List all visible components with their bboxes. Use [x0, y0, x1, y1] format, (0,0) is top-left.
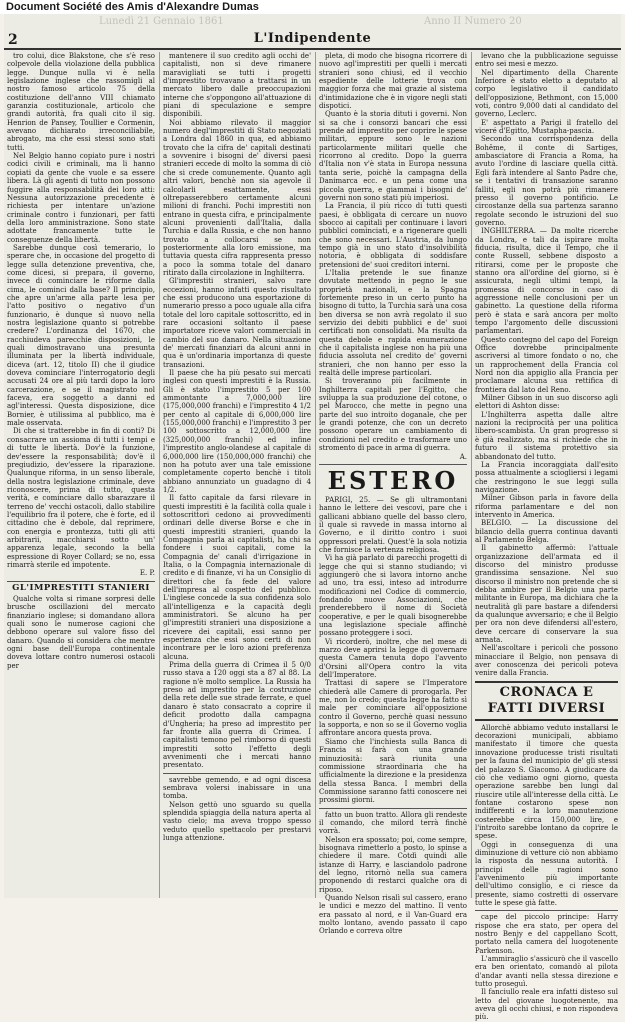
divider: [163, 773, 311, 774]
article-signature: E. P.: [139, 569, 155, 578]
paragraph: savrebbe gemendo, e ad ogni discesa sembrava volersi inabissare in una tomba.: [163, 775, 311, 801]
paragraph: Sarebbe dunque così temerario, lo sperare che, in occasione del progetto di legge sulla detenzione preventiva, che, come dicesi, si prepara, il governo, invece di cominciare le riforme dalla cima, le cominci dalla base? Il principio, che apre un'arme alla parte lesa per l'atto positivo o negativo d'un funzionario, è dunque sì nuovo nella nostra legislazione quanto si potrebbe credere? L'ordinanza del 1670, che racchiudeva parecchie disposizioni, le quali dimostravano una presunta illuminata per la libertà individuale, diceva (art. 12, titolo II) che il giudice doveva cominciare l'interrogatorio degli accusati 24 ore al più tardi dopo la loro carcerazione, e se il magistrato nol faceva, era soggetto a danni ed agl'interessi. Questa disposizione, dice Bornier, è utilissima al pubblico, ma è male osservata.: [7, 243, 155, 428]
paragraph: levano che la pubblicazione seguisse entro sei mesi e mezzo.: [475, 52, 618, 69]
paragraph: Trattasi di sapere se l'Imperatore chiederà alle Camere di prorogarla. Per me, non lo credo; questa legge ha fatto sì male per cominciare all'opposizione contro il Governo, perchè quasi nessuno la sopporta, e non so se il Governo voglia affrontare ancora questa prova.: [319, 679, 467, 738]
paragraph: pleta, di modo che bisogna ricorrere di nuovo agl'imprestiti per quelli i mercati stranieri sono chiusi, ed il vecchio espediente delle lotterie trova con maggior forza che mai grazie al sistema d'intimidazione che è in vigore negli stati dispotici.: [319, 52, 467, 111]
paragraph: Oggi in conseguenza di una diminuzione di vetture ciò non abbiamo la risposta da nessuna autorità. I principi delle ragioni sono l'avvenimento più importante dell'ultimo consiglio, e ci riesce da presente, siamo costretti di osservare tutte le spese già fatte.: [475, 840, 618, 907]
paragraph: Il fatto capitale da farsi rilevare in questi imprestiti è la facilità colla quale i sottoscrittori cedono ai provvedimenti ordinari delle diverse Borse e che in questi imprestiti stranieri, quando la Compagnia parla ai capitalisti, ha chi sa fondere i suoi capitali, come la Compagnia de' canali d'irrigazione in Italia, o la Compagnia internazionale di credito e di finanze, vi ha un Consiglio di direttori che fa fede del valore dell'impresa al cospetto del pubblico. L'inglese concede la sua confidenza solo all'intelligenza e la capacità degli amministratori. Se alcuno ha per gl'imprestiti stranieri una disposizione a ricevere dei capitali, essi sanno per esperienza che essi sono certi di non incontrare per le loro azioni preferenza alcuna.: [163, 494, 311, 661]
column-rule: [471, 52, 472, 898]
masthead: [4, 14, 621, 50]
faint-header-right: Anno II Numero 20: [424, 16, 522, 27]
paragraph: L'ammiraglio s'assicurò che il vascello era ben orientato, comandò al pilota d'andar avanti nella stessa direzione e tutto proseguì.: [475, 955, 618, 989]
paragraph: Nel Belgio hanno copiato pure i nostri codici civili e criminali, ma li hanno copiati da gente che vuole e sa essere libera. Là gli agenti di tutto non possono fuggire alla responsabilità dei loro atti: Nessuna autorizzazione precedente è richiesta per intentare un'azione criminale contro i funzionari, per fatti della loro amministrazione. Sono state adottate francamente tutte le conseguenze della libertà.: [7, 152, 155, 244]
document-banner: Document Société des Amis d'Alexandre Dumas: [0, 0, 625, 14]
paragraph: Quanto è la storia dituti i governi. Non si sa che i consorzi bancari che essi prende ad imprestito per coprire le spese militari, eppure sono le nazioni particolarmente militari quelle che ricorrono al credito. Dopo la guerra d'Italia non v'è stata in Europa nessuna tanta serie, poichè la campagna della Danimarca ecc. e un pena come una piccola guerra, e giammai i bisogni de' governi non sono stati più imperiosi.: [319, 110, 467, 202]
paragraph: Qualche volta si rimane sorpresi delle brusche oscillazioni del mercato finanziario inglese; si domandano allora quali sono le numerose cagioni che debbono operare sul valore fisso del danaro. Quando si considera che mentre ogni base dell'Europa continentale doveva lottare contro numerosi ostacoli per: [7, 595, 155, 670]
paragraph: Secondo una corrispondenza della Bohême, il conte di Sartiges, ambasciatore di Francia a Roma, ha avuto l'ordine di lasciare quella città. Egli farà intendere al Santo Padre che, se i tentativi di transazione saranno falliti, egli non potrà più rimanere presso il governo pontificio. Le circostanze della sua partenza saranno regolate secondo le istruzioni del suo governo.: [475, 135, 618, 227]
paragraph: Vi ricorderò, inoltre, che nel mese di marzo deve aprirsi la legge di governare questa Camera tenuta dopo l'avvento d'Orsini all'Opera contro la vita dell'Imperatore.: [319, 637, 467, 680]
article-heading: GL'IMPRESTITI STANIERI: [12, 582, 150, 593]
paragraph: L'Inghilterra aspetta dalle altre nazioni la reciprocità per una politica libero-scambista. Un gran progresso si è già realizzato, ma si richiede che in futuro il sistema protettivo sia abbandonato del tutto.: [475, 410, 618, 461]
paragraph: mantenere il suo credito agli occhi de' capitalisti, non si deve rimanere maravigliati se tutti i progetti d'imprestito trovavano a trattarsi in un mercato libero dalle preoccupazioni interne che s'oppongono all'attuazione di piani di speculazione e sempre disponibili.: [163, 52, 311, 119]
paragraph: E' aspettato a Parigi il fratello del viceré d'Egitto, Mustapha-pascia.: [475, 118, 618, 136]
paragraph: Milner Gibson in un suo discorso agli elettori di Ashton disse:: [475, 394, 618, 411]
paragraph: Nelson gettò uno sguardo su quella splendida spiaggia della natura aperta al vasto cielo; ma aveva troppo spesso veduto quello spettacolo per prestarvi lunga attenzione.: [163, 800, 311, 842]
article-signature: A.: [459, 452, 467, 461]
paragraph: cape del piccolo principe: Harry rispose che era stato, per opera del nostro Benjy e del cappellano Scott, portato nella camera del luogotenente Parkenson.: [475, 913, 618, 955]
column-4: [475, 52, 618, 1022]
section-heading-estero: ESTERO: [327, 465, 459, 495]
divider: [319, 808, 467, 809]
newspaper-title: L'Indipendente: [253, 31, 372, 46]
paragraph: L'Italia pretende le sue finanze dovutate mettendo in pegno le sue proprietà nazionali, e la Spagna fortemente preso in un certo punto ha bisogno di tutto, la Turchia sarà una cosa ben diversa se non avrà regolato il suo servizio dei debiti pubblici e de' suoi certificati non consolidati. Ma risulta da questa debole e rapida enumerazione che il capitalista inglese non ha più una fiducia assoluta nel credito de' governi stranieri, che non hanno per esso la realtà delle imprese particolari.: [319, 268, 467, 378]
divider: [7, 581, 155, 582]
paragraph: fatto un buon tratto. Allora gli rendeste il comando, che milord terrà finchè vorrà.: [319, 810, 467, 836]
paragraph: Si troveranno più facilmente in Inghilterra capitali per l'Egitto, che sviluppa la sua produzione del cotone, o pel Marocco, che mette in pegno una parte del suo introito doganale, che per le grandi potenze, che con un decreto possono operare un cambiamento di condizioni nel credito e trasformare uno stromento di pace in arma di guerra.: [319, 377, 467, 453]
column-rule: [159, 52, 160, 898]
paragraph: Nel dipartimento della Charente Inferiore è stato eletto a deputato al corpo legislativo il candidato dell'opposizione, Bethmont, con 15,000 voti, contro 9,000 dati al candidato del governo, Leclerc.: [475, 68, 618, 119]
paragraph: Questo contegno del capo del Foreign Office dovrebbe principalmente ascriversi al timore fondato o no, che un rapprochement della Francia col Nord non dia appiglio alla Francia per proclamare alcuna sua rettifica di frontiera dal lato del Reno.: [475, 335, 618, 394]
paragraph: Quando Nelson risalì sul cassero, erano le undici e mezzo del mattino. Il vento era passato al nord, e il Van-Guard era molto lontano, avendo passato il capo Orlando e correva oltre: [319, 894, 467, 936]
paragraph: Nelson era spossato; poi, come sempre, bisognava rimetterlo a posto, lo spinse a chiedere il mare. Cotdì quindi alle istanze di Harry, e lasciandolo padrone del legno, ritornò nella sua camera proponendo di restarci qualche ora di riposo.: [319, 835, 467, 894]
paragraph: Il fanciullo reale era infatti disteso sul letto del giovane luogotenente, ma aveva gli occhi chiusi, e non rispondeva più.: [475, 988, 618, 1022]
faint-header-left: Lunedì 21 Gennaio 1861: [99, 16, 224, 27]
paragraph: La Francia, il più ricco di tutti questi paesi, è obbligata di cercare un nuovo sbocco ai capitali per continuare i lavori pubblici cominciati, e a rigenerare quelli che sono necessari. L'Austria, da lungo tempo già in uno stato d'insolvibilità notoria, è obbligata di soddisfare pretensioni de' suoi creditori interni.: [319, 202, 467, 269]
paragraph: INGHILTERRA. — Da molte ricerche da Londra, e tali da ispirare molta fiducia, risulta, dice il Tempo, che il conte Russell, sebbene disposto a ritirarsi, come per le proposte che stanno ora all'ordine del giorno, si è assicurata, negli ultimi tempi, la promessa di concorso in caso di aggressione nelle conclusioni per un gabinetto. La questione della riforma però è stata e sarà ancora per molto tempo l'argomento delle discussioni parlamentari.: [475, 227, 618, 336]
paragraph: tro colui, dice Blakstone, che s'è reso colpevole della violazione della pubblica legge. Dunque nulla vi è nella legislazione inglese che rassomigli al nostro famoso articolo 75 della costituzione dell'anno VIII chiamato garanzia costituzionale, articolo che grandi autorità, fra quali cito il sig. Henrion de Pansey, Toullier e Cormenin, avevano dichiarato irreconciliabile, abrogato, ma che essi stessi sono stati tutti.: [7, 52, 155, 152]
page-number: 2: [8, 32, 18, 48]
column-2: [163, 52, 311, 898]
paragraph: BELGIO. — La discussione del bilancio della guerra continua davanti al Parlamento Belga.: [475, 519, 618, 544]
paragraph: Di che si tratterebbe in fin di conti? Di consacrare un assioma di tutti i tempi e di tutte le libertà. Dov'è la funzione, dev'essere la responsabilità; dov'è il pregiudizio, dev'essere la riparazione. Qualunque riforma, in un senso liberale, della nostra legislazione criminale, deve riconoscere, prima di tutto, questa verità, e cominciare dallo sbarazzare il terreno de' vecchi ostacoli, dallo stabilire l'equilibrio fra il potere, che è forte, ed il cittadino che è debole, dal reprimere, con energia e prontezza, tutti gli atti arbitrarii, macchiarsi sotto un' apparenza legale, secondo la bella espressione di Royer Collard; se no, essa rimarrà sterile ed impotente.: [7, 427, 155, 569]
paragraph: Milner Gibson parla in favore della riforma parlamentare e del non intervento in America.: [475, 494, 618, 519]
paragraph: Nell'ascoltare i pericoli che possono minacciare il Belgio, non pensava di aver conoscenza dei pericoli poteva venire dalla Francia.: [475, 644, 618, 678]
column-3: [319, 52, 467, 936]
paragraph: Il paese che ha più pesato sui mercati inglesi con questi imprestiti è la Russia. Gli è stato l'imprestito 5 per 100 ammontante a 7,000,000 lire (175,000,000 franchi) e l'imprestito 4 1/2 per cento al capitale di 6,000,000 lire (155,000,000 franchi) e l'imprestito 3 per 100 sottoscritto a 12,000,000 lire (325,000,000 franchi) ed infine l'imprestito anglo-olandese al capitale di 6,000,000 lire (150,000,000 franchi) che non ha potuto aver una tale emissione completamente coperto benchè i titoli abbiano annunziato un guadagno di 4 1/2.: [163, 369, 311, 494]
paragraph: PARIGI, 25. — Se gli ultramontani hanno le lettere dei vescovi, pare che i gallicani abbiano quelle del basso clero, il quale si ravvede in massa intorno al Governo, e il diritto contro i suoi oppressori prelati. Quest'è la sola notizia che fornisce la vertenza religiosa.: [319, 495, 467, 554]
newspaper-page: [4, 14, 621, 1022]
paragraph: Gl'imprestiti stranieri, salvo rare eccezioni, hanno infatti questo risultato che essi producono una esportazione di numerario presso a poco uguale alla cifra totale del loro capitale sottoscritto, ed in rare occasioni soltanto il paese importatore riceve valori commerciali in cambio del suo danaro. Nella situazione de' mercati finanziari da alcuni anni in qua è un'ordinaria importanza di queste transazioni.: [163, 277, 311, 369]
paragraph: Allorchè abbiamo veduto installarsi le decorazioni municipali, abbiamo manifestato il timore che questa innovazione producesse tristi risultati per la fauna del municipio de' gli stessi del palazzo S. Giacomo. A giudicare da ciò che vediamo ogni giorno, questa operazione sarebbe ben lungi dal riuscire utile all'interesse della città. Le fontane costarono spese non indifferenti e la loro manutenzione costerebbe circa 150,000 lire, e l'introito sarebbe lontano da coprire le spese.: [475, 723, 618, 841]
column-rule: [315, 52, 316, 898]
paragraph: Vi ha già parlato di parecchi progetti di legge che qui si stanno studiando; vi aggiungerò che si lavora intorno anche ad uno, tra essi, inteso ad introdurre modificazioni nel Codice di commercio, fondando nuove Associazioni, che prenderebbero il nome di Società cooperative, e per le quali bisognerebbe una legislazione speciale affinchè possano proteggere i soci.: [319, 554, 467, 638]
paragraph: Siamo che l'inchiesta sulla Banca di Francia si farà con una grande minuziosità: sarà riunita una commissione straordinaria che ha ufficialmente la direzione e la presidenza della stessa Banca. I membri della Commissione saranno fatti conoscere nei prossimi giorni.: [319, 737, 467, 805]
divider: [475, 910, 618, 911]
paragraph: Noi abbiamo rilevato il maggior numero degl'imprestiti di Stato negoziati a Londra dal 1860 in qua, ed abbiamo trovato che la cifra de' capitali destinati a sovvenire i bisogni de' diversi paesi stranieri eccede di molto la somma di ciò che si crede comunemente. Quanto agli altri valori, benchè non sia agevole il calcolarli esattamente, essi oltrepasserebbero certamente alcuni milioni di franchi. Pochi imprestiti non entrano in questa cifra, e principalmente alcuni provenienti dall'Italia, dalla Turchia e dalla Russia, e che non hanno trovato a collocarsi se non posteriormente alla loro emissione, ma tuttavia questa cifra rappresenta presso a poco la somma totale del danaro ritirato dalla circolazione in Inghilterra.: [163, 118, 311, 277]
paragraph: La Francia incoraggiata dall'esito possa attualmente a sciogliersi i legami che restringono le sue leggi sulla navigazione.: [475, 460, 618, 494]
divider: [319, 464, 467, 465]
paragraph: Prima della guerra di Crimea il 5 0/0 russo stava a 120 oggi sta a 87 al 88. La ragione n'è molto semplice. La Russia ha preso ad imprestito per la costruzione della rete delle sue strade ferrate, e quel danaro è stato consacrato a coprire il deficit prodotto dalla campagna d'Ungheria; ha preso ad imprestito per far fronte alla guerra di Crimea. I capitalisti temono pel rimborso di questi imprestiti sotto l'effetto degli avvenimenti che i mercati hanno presentato.: [163, 661, 311, 770]
section-heading-cronaca: CRONACA E FATTI DIVERSI: [475, 681, 618, 721]
column-1: [7, 52, 155, 898]
paragraph: Il gabinetto affermò: l'attuale organizzazione dell'armata ed il discorso del ministro produsse grandissima sensazione. Nel suo discorso il ministro non pretende che si debba ambire per il Belgio una parte militante in Europa, ma dichiara che la neutralità gli pare bastare a difendersi da qualunque avversario; e che il Belgio per ora non deve difendersi all'estero, deve cercare di conservare la sua armata.: [475, 544, 618, 645]
